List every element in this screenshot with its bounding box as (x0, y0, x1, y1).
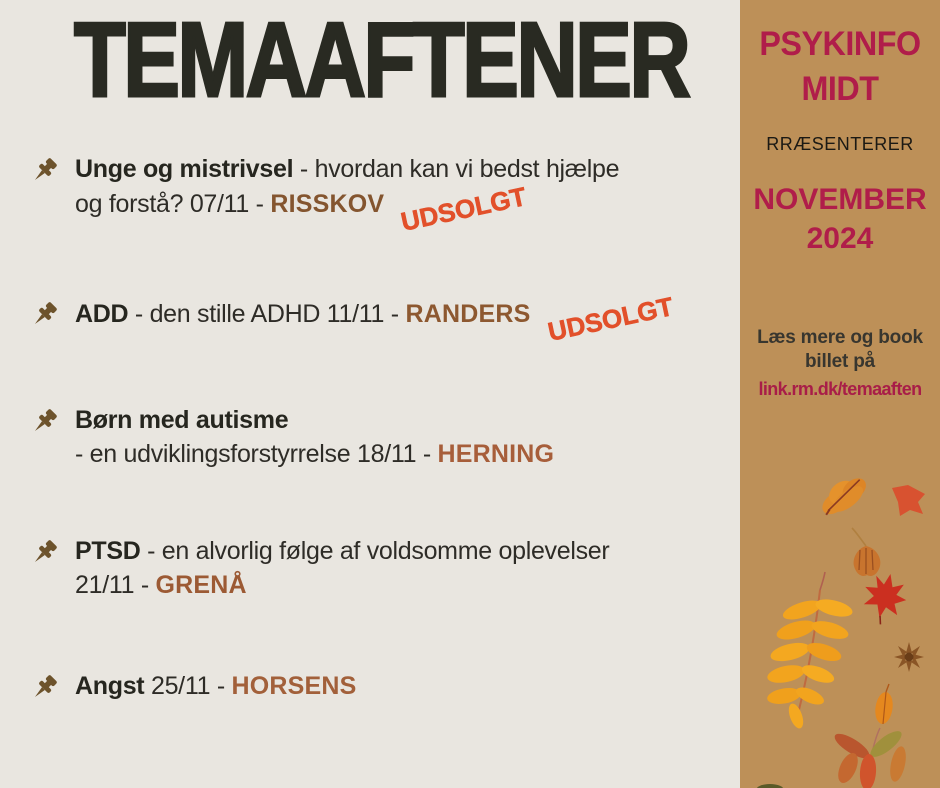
pushpin-icon (28, 535, 60, 571)
event-description: - en udviklingsforstyrrelse 18/11 - (75, 440, 438, 468)
page-title: TEMAAFTENER (74, 1, 689, 119)
soldout-badge: UDSOLGT (544, 291, 676, 347)
event-city: HERNING (437, 440, 555, 468)
creeper-leaf-image (831, 727, 908, 788)
month-line1: NOVEMBER (753, 183, 927, 216)
event-description: - den stille ADHD 11/11 - (128, 300, 406, 328)
event-description: - en alvorlig følge af voldsomme oplevelser (140, 537, 610, 565)
month-line2: 2024 (806, 222, 874, 255)
event-line (75, 669, 357, 703)
event-description: og forstå? 07/11 - (75, 190, 271, 218)
event-line (75, 437, 554, 471)
event-description: 25/11 - (144, 672, 232, 700)
event-topic: Børn med autisme (75, 406, 289, 434)
event-line (75, 291, 676, 347)
pushpin-icon (28, 670, 60, 706)
event-city: RANDERS (405, 300, 531, 328)
event-description: - hvordan kan vi bedst hjælpe (293, 155, 620, 183)
event-city: RISSKOV (270, 190, 385, 218)
autumn-leaves-decoration (740, 458, 940, 788)
event-text (75, 152, 620, 237)
event-city: GRENÅ (155, 571, 247, 599)
org-name (745, 22, 935, 112)
red-leaf-fragment-image (892, 485, 925, 516)
event-item (28, 403, 554, 471)
maple-leaf-image (856, 568, 913, 630)
soldout-badge: UDSOLGT (398, 181, 530, 237)
event-text (75, 291, 676, 347)
event-item (28, 291, 676, 347)
event-item (28, 152, 620, 237)
event-city: HORSENS (231, 672, 357, 700)
oak-leaf-image (815, 469, 872, 522)
event-line (75, 152, 619, 186)
event-item (28, 669, 357, 706)
org-name-line1: PSYKINFO (759, 25, 921, 63)
event-line (75, 534, 609, 568)
cta-line1: Læs mere og book (757, 327, 923, 348)
cta-line2: billet på (805, 351, 875, 372)
event-topic: Angst (75, 672, 145, 700)
event-topic: Unge og mistrivsel (75, 155, 294, 183)
month-label (740, 180, 940, 258)
event-line (75, 403, 554, 437)
org-name-line2: MIDT (801, 70, 879, 108)
leaf-sliver-image (756, 784, 784, 788)
event-description: 21/11 - (75, 571, 156, 599)
physalis-husk-image (852, 528, 880, 576)
small-orange-leaf-image (873, 684, 894, 725)
event-item (28, 534, 609, 602)
event-text (75, 534, 609, 602)
rowan-leaf-image (766, 572, 854, 730)
star-anise-image (894, 642, 924, 672)
sidebar (740, 0, 940, 788)
event-text (75, 669, 357, 706)
event-text (75, 403, 554, 471)
pushpin-icon (28, 404, 60, 440)
event-line (75, 568, 609, 602)
event-line (75, 181, 619, 237)
cta-text (740, 326, 940, 374)
pushpin-icon (28, 153, 60, 189)
event-topic: PTSD (75, 537, 141, 565)
pushpin-icon (28, 297, 60, 333)
presents-label: RRÆSENTERER (766, 134, 914, 154)
booking-link[interactable]: link.rm.dk/temaaften (758, 379, 922, 399)
event-topic: ADD (75, 300, 129, 328)
